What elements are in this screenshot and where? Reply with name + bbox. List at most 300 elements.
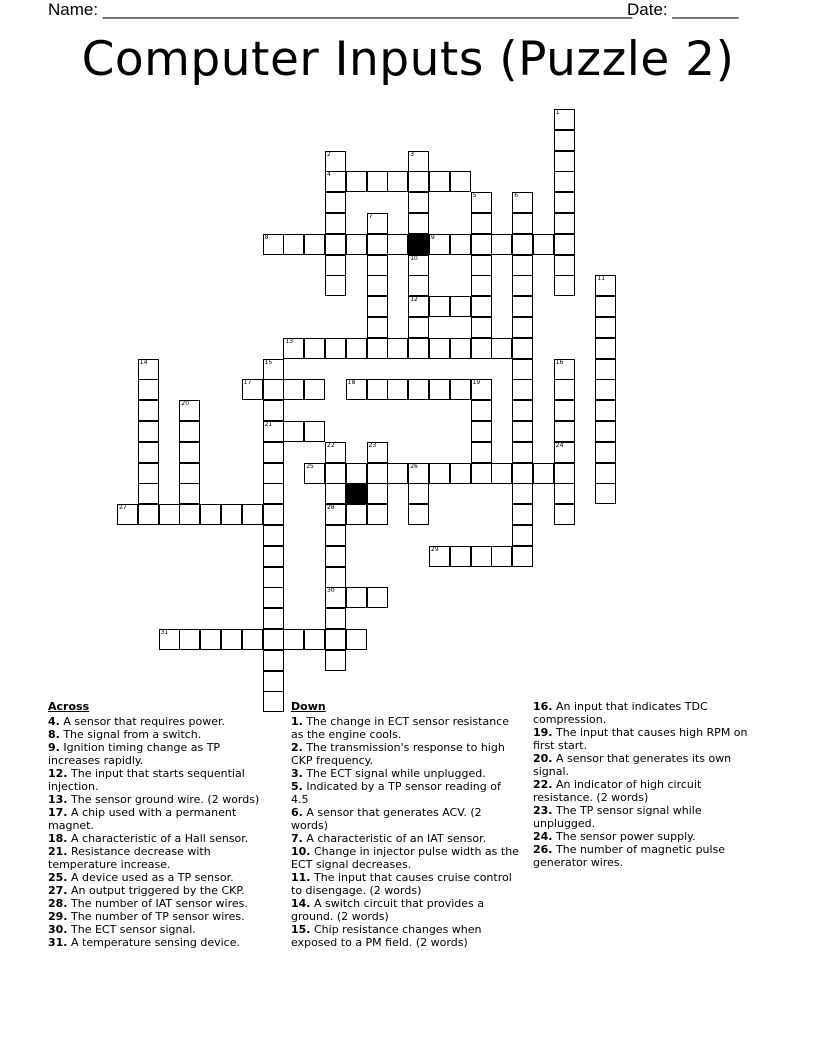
grid-cell[interactable]	[263, 234, 284, 255]
clue-item	[48, 728, 270, 741]
grid-cell[interactable]	[512, 442, 533, 463]
grid-cell[interactable]	[200, 504, 221, 525]
grid-cell[interactable]	[512, 379, 533, 400]
grid-cell[interactable]	[429, 463, 450, 484]
grid-cell[interactable]	[179, 442, 200, 463]
clue-text: The sensor power supply.	[552, 830, 696, 843]
name-field[interactable]: Name: ________________________________________________________	[48, 0, 633, 19]
grid-cell[interactable]	[346, 587, 367, 608]
clue-item	[48, 793, 270, 806]
grid-cell[interactable]	[408, 296, 429, 317]
clue-number: 17.	[48, 806, 68, 819]
grid-cell[interactable]	[595, 379, 616, 400]
down-clues	[291, 700, 521, 949]
clue-number: 22.	[533, 778, 553, 791]
grid-cell[interactable]	[367, 483, 388, 504]
grid-cell[interactable]	[471, 296, 492, 317]
cell-number: 31	[160, 629, 169, 636]
clue-number: 21.	[48, 845, 68, 858]
grid-cell[interactable]	[408, 255, 429, 276]
grid-cell[interactable]	[595, 483, 616, 504]
grid-cell[interactable]	[325, 608, 346, 629]
grid-cell[interactable]	[450, 338, 471, 359]
grid-cell[interactable]	[408, 483, 429, 504]
grid-cell[interactable]	[471, 192, 492, 213]
grid-cell[interactable]	[200, 629, 221, 650]
grid-cell[interactable]	[408, 379, 429, 400]
cell-number: 19	[472, 379, 481, 387]
grid-cell[interactable]	[533, 463, 554, 484]
grid-cell[interactable]	[325, 213, 346, 234]
grid-cell[interactable]	[595, 338, 616, 359]
cell-number: 25	[306, 462, 314, 470]
grid-cell[interactable]	[346, 463, 367, 484]
grid-cell[interactable]	[283, 421, 304, 442]
clue-item	[291, 871, 521, 897]
clue-text: A chip used with a permanent magnet.	[48, 806, 237, 832]
clue-item	[48, 806, 270, 832]
grid-cell[interactable]	[408, 171, 429, 192]
grid-cell[interactable]	[450, 546, 471, 567]
grid-cell[interactable]	[429, 296, 450, 317]
clue-number: 23.	[533, 804, 553, 817]
grid-cell[interactable]	[242, 379, 263, 400]
grid-cell[interactable]	[471, 400, 492, 421]
grid-cell[interactable]	[179, 629, 200, 650]
grid-cell[interactable]	[512, 463, 533, 484]
grid-cell[interactable]	[367, 275, 388, 296]
grid-cell[interactable]	[179, 483, 200, 504]
cell-number: 2	[327, 150, 331, 158]
grid-cell[interactable]	[221, 504, 242, 525]
grid-cell[interactable]	[554, 275, 575, 296]
grid-cell[interactable]	[429, 379, 450, 400]
clue-number: 15.	[291, 923, 311, 936]
grid-cell[interactable]	[325, 629, 346, 650]
grid-cell[interactable]	[367, 504, 388, 525]
grid-cell[interactable]	[450, 296, 471, 317]
grid-cell[interactable]	[554, 109, 575, 130]
clue-number: 1.	[291, 715, 303, 728]
grid-cell[interactable]	[512, 504, 533, 525]
clue-item	[48, 741, 270, 767]
grid-cell[interactable]	[367, 234, 388, 255]
grid-cell[interactable]	[429, 546, 450, 567]
clue-item	[291, 715, 521, 741]
grid-cell[interactable]	[138, 463, 159, 484]
clue-number: 16.	[533, 700, 553, 713]
grid-cell[interactable]	[595, 400, 616, 421]
clue-number: 9.	[48, 741, 60, 754]
grid-cell[interactable]	[554, 130, 575, 151]
grid-cell[interactable]	[554, 171, 575, 192]
grid-cell[interactable]	[263, 608, 284, 629]
cell-number: 20	[181, 400, 190, 408]
grid-cell[interactable]	[512, 525, 533, 546]
grid-cell[interactable]	[387, 379, 408, 400]
grid-cell[interactable]	[595, 317, 616, 338]
grid-cell[interactable]	[554, 483, 575, 504]
grid-cell[interactable]	[408, 504, 429, 525]
clue-item	[48, 832, 270, 845]
clue-item	[48, 910, 270, 923]
clue-item	[291, 845, 521, 871]
grid-cell[interactable]	[408, 151, 429, 172]
cell-number: 27	[119, 504, 127, 512]
grid-cell[interactable]	[138, 400, 159, 421]
cell-number: 29	[431, 545, 439, 553]
clue-number: 12.	[48, 767, 68, 780]
grid-cell[interactable]	[325, 504, 346, 525]
clue-text: The sensor ground wire. (2 words)	[67, 793, 260, 806]
clue-number: 8.	[48, 728, 60, 741]
grid-cell[interactable]	[554, 504, 575, 525]
clue-number: 31.	[48, 936, 68, 949]
grid-cell[interactable]	[512, 546, 533, 567]
grid-cell[interactable]	[138, 379, 159, 400]
down-clues-continued	[533, 700, 763, 869]
grid-cell[interactable]	[304, 338, 325, 359]
grid-cell[interactable]	[367, 463, 388, 484]
grid-cell[interactable]	[346, 379, 367, 400]
grid-cell[interactable]	[471, 275, 492, 296]
grid-cell[interactable]	[346, 629, 367, 650]
grid-cell[interactable]	[554, 192, 575, 213]
clue-text: A sensor that requires power.	[59, 715, 225, 728]
grid-cell[interactable]	[408, 192, 429, 213]
clue-item	[533, 804, 763, 830]
cell-number: 15	[264, 358, 273, 366]
clue-item	[533, 778, 763, 804]
clue-item	[533, 752, 763, 778]
grid-cell[interactable]	[367, 442, 388, 463]
grid-cell[interactable]	[554, 359, 575, 380]
grid-cell[interactable]	[387, 171, 408, 192]
clue-item	[533, 726, 763, 752]
grid-cell[interactable]	[471, 379, 492, 400]
clue-item	[533, 700, 763, 726]
clue-number: 14.	[291, 897, 311, 910]
grid-cell[interactable]	[408, 463, 429, 484]
grid-cell[interactable]	[283, 379, 304, 400]
grid-cell[interactable]	[429, 234, 450, 255]
clue-number: 26.	[533, 843, 553, 856]
grid-cell[interactable]	[263, 587, 284, 608]
grid-cell[interactable]	[512, 400, 533, 421]
grid-block	[408, 234, 429, 255]
grid-cell[interactable]	[367, 255, 388, 276]
grid-cell[interactable]	[304, 234, 325, 255]
grid-cell[interactable]	[429, 171, 450, 192]
grid-cell[interactable]	[263, 483, 284, 504]
grid-cell[interactable]	[595, 296, 616, 317]
grid-cell[interactable]	[138, 421, 159, 442]
grid-cell[interactable]	[408, 338, 429, 359]
grid-cell[interactable]	[242, 629, 263, 650]
grid-cell[interactable]	[283, 338, 304, 359]
cell-number: 16	[555, 358, 564, 366]
grid-cell[interactable]	[263, 567, 284, 588]
clue-text: Change in injector pulse width as the ECT signal decreases.	[291, 845, 519, 871]
grid-cell[interactable]	[325, 587, 346, 608]
grid-cell[interactable]	[512, 192, 533, 213]
grid-cell[interactable]	[325, 275, 346, 296]
clue-text: A sensor that generates ACV. (2 words)	[291, 806, 482, 832]
clue-item	[48, 871, 270, 884]
cell-number: 7	[368, 213, 373, 220]
grid-cell[interactable]	[304, 421, 325, 442]
grid-cell[interactable]	[138, 359, 159, 380]
grid-cell[interactable]	[512, 338, 533, 359]
grid-cell[interactable]	[408, 213, 429, 234]
grid-cell[interactable]	[595, 463, 616, 484]
grid-cell[interactable]	[179, 421, 200, 442]
grid-cell[interactable]	[471, 317, 492, 338]
clue-text: The signal from a switch.	[59, 728, 202, 741]
grid-cell[interactable]	[346, 338, 367, 359]
clue-number: 7.	[291, 832, 303, 845]
grid-cell[interactable]	[325, 338, 346, 359]
grid-cell[interactable]	[554, 151, 575, 172]
clue-number: 19.	[533, 726, 553, 739]
grid-cell[interactable]	[325, 234, 346, 255]
grid-cell[interactable]	[554, 234, 575, 255]
grid-cell[interactable]	[554, 255, 575, 276]
grid-cell[interactable]	[263, 421, 284, 442]
grid-cell[interactable]	[367, 379, 388, 400]
clue-text: The input that causes high RPM on first start.	[533, 726, 748, 752]
grid-cell[interactable]	[304, 379, 325, 400]
grid-cell[interactable]	[263, 546, 284, 567]
grid-cell[interactable]	[408, 275, 429, 296]
clue-number: 30.	[48, 923, 68, 936]
clue-number: 24.	[533, 830, 553, 843]
grid-cell[interactable]	[325, 567, 346, 588]
grid-cell[interactable]	[325, 255, 346, 276]
grid-cell[interactable]	[471, 255, 492, 276]
clue-text: The change in ECT sensor resistance as the engine cools.	[291, 715, 510, 741]
grid-cell[interactable]	[471, 338, 492, 359]
grid-cell[interactable]	[367, 338, 388, 359]
grid-cell[interactable]	[346, 234, 367, 255]
clue-item	[48, 897, 270, 910]
grid-cell[interactable]	[491, 234, 512, 255]
grid-cell[interactable]	[512, 213, 533, 234]
grid-cell[interactable]	[263, 504, 284, 525]
grid-cell[interactable]	[263, 400, 284, 421]
clue-text: The ECT sensor signal.	[67, 923, 196, 936]
grid-cell[interactable]	[263, 379, 284, 400]
clue-number: 29.	[48, 910, 68, 923]
date-field[interactable]: Date: _______	[627, 0, 739, 19]
cell-number: 18	[347, 379, 356, 387]
grid-cell[interactable]	[471, 213, 492, 234]
grid-cell[interactable]	[595, 275, 616, 296]
clue-text: The ECT signal while unplugged.	[302, 767, 486, 780]
grid-cell[interactable]	[471, 234, 492, 255]
grid-cell[interactable]	[408, 317, 429, 338]
cell-number: 28	[327, 504, 335, 512]
grid-cell[interactable]	[138, 504, 159, 525]
grid-cell[interactable]	[138, 442, 159, 463]
clue-number: 3.	[291, 767, 303, 780]
grid-cell[interactable]	[471, 463, 492, 484]
down-title: Down	[291, 700, 326, 713]
grid-cell[interactable]	[471, 546, 492, 567]
grid-cell[interactable]	[367, 296, 388, 317]
grid-cell[interactable]	[554, 463, 575, 484]
grid-cell[interactable]	[512, 421, 533, 442]
clue-text: The input that starts sequential injection.	[48, 767, 245, 793]
clue-item	[48, 936, 270, 949]
grid-cell[interactable]	[471, 442, 492, 463]
grid-cell[interactable]	[242, 504, 263, 525]
grid-cell[interactable]	[263, 442, 284, 463]
grid-cell[interactable]	[283, 234, 304, 255]
clue-number: 11.	[291, 871, 311, 884]
grid-cell[interactable]	[263, 629, 284, 650]
clue-number: 13.	[48, 793, 68, 806]
grid-cell[interactable]	[179, 400, 200, 421]
clue-number: 6.	[291, 806, 303, 819]
cell-number: 24	[555, 441, 564, 449]
grid-cell[interactable]	[554, 379, 575, 400]
grid-cell[interactable]	[325, 192, 346, 213]
grid-cell[interactable]	[263, 671, 284, 692]
grid-cell[interactable]	[117, 504, 138, 525]
grid-cell[interactable]	[512, 483, 533, 504]
grid-cell[interactable]	[554, 442, 575, 463]
cell-number: 22	[327, 441, 335, 449]
grid-cell[interactable]	[595, 442, 616, 463]
cell-number: 23	[368, 441, 377, 449]
grid-cell[interactable]	[367, 317, 388, 338]
grid-cell[interactable]	[263, 359, 284, 380]
grid-cell[interactable]	[138, 483, 159, 504]
grid-cell[interactable]	[325, 442, 346, 463]
grid-cell[interactable]	[512, 234, 533, 255]
grid-cell[interactable]	[325, 151, 346, 172]
clue-item	[48, 767, 270, 793]
grid-cell[interactable]	[554, 213, 575, 234]
grid-cell[interactable]	[367, 213, 388, 234]
grid-cell[interactable]	[471, 421, 492, 442]
grid-cell[interactable]	[387, 338, 408, 359]
grid-cell[interactable]	[304, 629, 325, 650]
clue-text: Indicated by a TP sensor reading of 4.5	[291, 780, 501, 806]
clue-item	[291, 806, 521, 832]
clue-text: The number of IAT sensor wires.	[67, 897, 248, 910]
cell-number: 17	[243, 379, 252, 387]
cell-number: 5	[472, 192, 477, 200]
grid-cell[interactable]	[512, 317, 533, 338]
grid-cell[interactable]	[491, 338, 512, 359]
grid-cell[interactable]	[263, 463, 284, 484]
grid-cell[interactable]	[325, 171, 346, 192]
grid-cell[interactable]	[304, 463, 325, 484]
cell-number: 4	[327, 171, 331, 179]
clue-item	[291, 832, 521, 845]
clue-text: A characteristic of an IAT sensor.	[302, 832, 487, 845]
grid-cell[interactable]	[346, 171, 367, 192]
grid-cell[interactable]	[263, 650, 284, 671]
clue-text: A sensor that generates its own signal.	[533, 752, 732, 778]
clue-text: The TP sensor signal while unplugged.	[533, 804, 702, 830]
grid-cell[interactable]	[283, 629, 304, 650]
grid-cell[interactable]	[159, 504, 180, 525]
cell-number: 12	[410, 296, 418, 304]
grid-block	[346, 483, 367, 504]
grid-cell[interactable]	[325, 483, 346, 504]
cell-number: 21	[264, 421, 273, 428]
clue-number: 2.	[291, 741, 303, 754]
grid-cell[interactable]	[512, 255, 533, 276]
clue-number: 18.	[48, 832, 68, 845]
clue-item	[48, 845, 270, 871]
clue-text: Ignition timing change as TP increases rapidly.	[48, 741, 221, 767]
clue-text: A switch circuit that provides a ground. (2 words)	[291, 897, 485, 923]
grid-cell[interactable]	[512, 359, 533, 380]
grid-cell[interactable]	[512, 296, 533, 317]
grid-cell[interactable]	[491, 463, 512, 484]
grid-cell[interactable]	[450, 379, 471, 400]
grid-cell[interactable]	[367, 171, 388, 192]
clue-number: 4.	[48, 715, 60, 728]
grid-cell[interactable]	[595, 359, 616, 380]
across-clues	[48, 700, 270, 949]
grid-cell[interactable]	[450, 463, 471, 484]
grid-cell[interactable]	[325, 650, 346, 671]
clue-number: 10.	[291, 845, 311, 858]
cell-number: 8	[264, 233, 269, 241]
cell-number: 26	[410, 462, 418, 470]
grid-cell[interactable]	[367, 587, 388, 608]
clue-text: The input that causes cruise control to disengage. (2 words)	[291, 871, 512, 897]
grid-cell[interactable]	[554, 421, 575, 442]
grid-cell[interactable]	[346, 504, 367, 525]
grid-cell[interactable]	[325, 546, 346, 567]
grid-cell[interactable]	[387, 234, 408, 255]
clue-item	[291, 897, 521, 923]
cell-number: 10	[410, 254, 418, 262]
clue-item	[48, 884, 270, 897]
cell-number: 30	[327, 587, 335, 595]
grid-cell[interactable]	[179, 504, 200, 525]
grid-cell[interactable]	[595, 421, 616, 442]
grid-cell[interactable]	[512, 275, 533, 296]
cell-number: 1	[555, 109, 560, 116]
grid-cell[interactable]	[325, 525, 346, 546]
grid-cell[interactable]	[325, 463, 346, 484]
clue-item	[533, 843, 763, 869]
grid-cell[interactable]	[221, 629, 242, 650]
grid-cell[interactable]	[450, 171, 471, 192]
grid-cell[interactable]	[533, 234, 554, 255]
grid-cell[interactable]	[429, 338, 450, 359]
grid-cell[interactable]	[554, 400, 575, 421]
grid-cell[interactable]	[387, 463, 408, 484]
grid-cell[interactable]	[159, 629, 180, 650]
clue-number: 28.	[48, 897, 68, 910]
clue-number: 20.	[533, 752, 553, 765]
grid-cell[interactable]	[450, 234, 471, 255]
grid-cell[interactable]	[179, 463, 200, 484]
page-title: Computer Inputs (Puzzle 2)	[81, 32, 735, 87]
clue-item	[291, 741, 521, 767]
grid-cell[interactable]	[491, 546, 512, 567]
grid-cell[interactable]	[263, 525, 284, 546]
clue-text: Chip resistance changes when exposed to a PM field. (2 words)	[291, 923, 482, 949]
